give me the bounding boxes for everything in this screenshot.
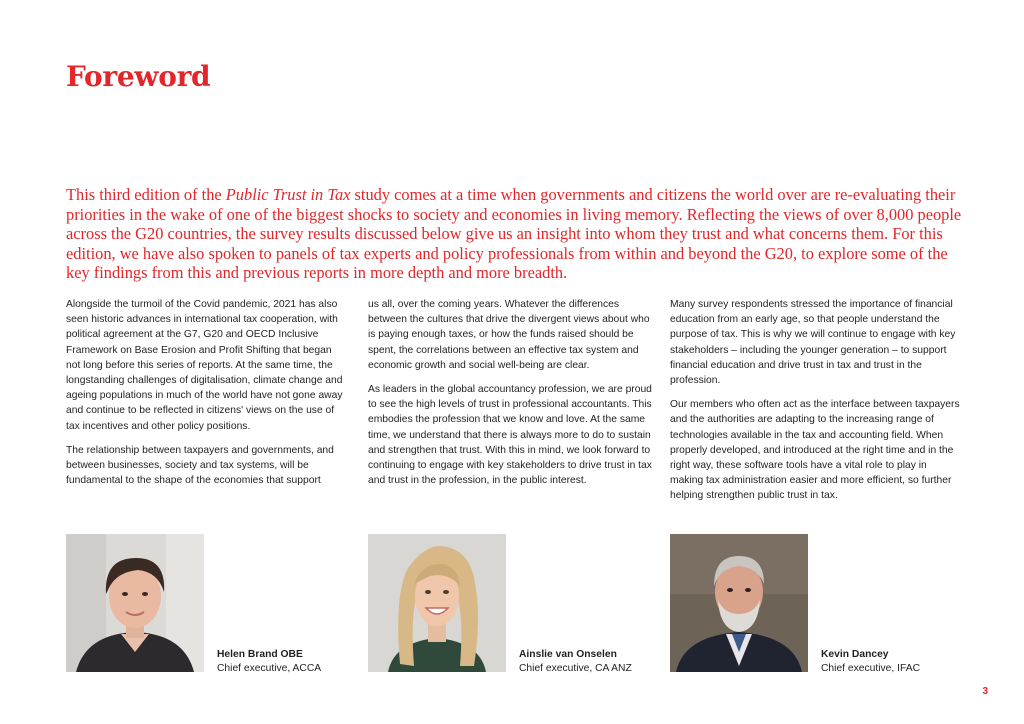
intro-paragraph bbox=[66, 185, 962, 283]
intro-text-after: study comes at a time when governments and citizens the world over are re-evaluating their priorities in the wake of one of the biggest shocks to society and economies in living memory. Reflecting the views of over 8,000 people across the G20 countries, the survey results discussed below give us an insight into whom they trust and what concerns them. For this edition, we have also spoken to panels of tax experts and policy professionals from within and beyond the G20, to explore some of the key findings from this and previous reports in more depth and more breadth. bbox=[66, 185, 962, 283]
portrait-photo-helen-brand bbox=[66, 534, 204, 672]
page-title: Foreword bbox=[66, 60, 211, 93]
paragraph: The relationship between taxpayers and governments, and between businesses, society and tax systems, will be fundamental to the shape of the economies that support bbox=[66, 444, 334, 487]
signatory-caption bbox=[519, 648, 632, 676]
signatory-name: Kevin Dancey bbox=[821, 649, 889, 660]
paragraph: Many survey respondents stressed the importance of financial education from an early age, so that people understand the purpose of tax. This is why we will continue to engage with key stakeholders – including the younger generation – to support financial education and drive trust in tax and trust in the profession. bbox=[670, 299, 956, 387]
body-column-1 bbox=[66, 297, 348, 497]
signatory-role: Chief executive, ACCA bbox=[217, 663, 322, 674]
page-number: 3 bbox=[982, 686, 988, 697]
paragraph: Alongside the turmoil of the Covid pandemic, 2021 has also seen historic advances in international tax cooperation, with political agreement at the G7, G20 and OECD Inclusive Framework on Base Erosion and Profit Shifting that began not long before this series of reports. At the same time, the longstanding challenges of digitalisation, climate change and ageing populations in much of the world have not gone away and continue to be reflected in citizens' views on the use of tax incentives and other policy positions. bbox=[66, 299, 343, 432]
intro-text-before: This third edition of the bbox=[66, 185, 226, 204]
paragraph: Our members who often act as the interface between taxpayers and the authorities are adapting to the increasing range of technologies available in the tax and accounting field. When properly developed, and introduced at the right time and in the right way, these software tools have a vital role to play in making tax administration easier and more efficient, so further helping strengthen public trust in tax. bbox=[670, 399, 960, 502]
study-title: Public Trust in Tax bbox=[225, 185, 351, 204]
signatory-name: Ainslie van Onselen bbox=[519, 649, 617, 660]
portrait-photo-kevin-dancey bbox=[670, 534, 808, 672]
body-column-2 bbox=[368, 297, 656, 497]
signatory-name: Helen Brand OBE bbox=[217, 649, 303, 660]
signatory-caption bbox=[821, 648, 920, 676]
portrait-photo-ainslie-van-onselen bbox=[368, 534, 506, 672]
signatory-caption bbox=[217, 648, 321, 676]
paragraph: us all, over the coming years. Whatever the differences between the cultures that drive the divergent views about who is paying enough taxes, or how the funds raised should be spent, the correlations between an effective tax system and economic growth and social well-being are clear. bbox=[368, 299, 650, 371]
paragraph: As leaders in the global accountancy profession, we are proud to see the high levels of trust in professional accountants. This embodies the profession that we know and love. At the same time, we understand that there is always more to do to sustain and strengthen that trust. With this in mind, we look forward to continuing to engage with key stakeholders to drive trust in tax and trust in the profession, in the public interest. bbox=[368, 384, 652, 487]
signatory-role: Chief executive, IFAC bbox=[821, 663, 921, 674]
body-column-3 bbox=[670, 297, 960, 513]
signatory-role: Chief executive, CA ANZ bbox=[519, 663, 632, 674]
